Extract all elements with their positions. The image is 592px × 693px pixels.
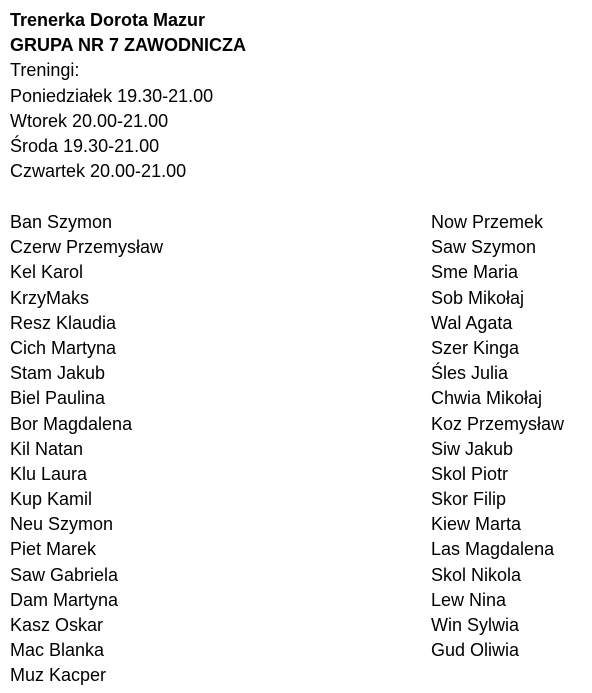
roster-name: Wal Agata	[431, 312, 513, 333]
coach-name: Trenerka Dorota Mazur	[10, 10, 206, 30]
roster-name: Kasz Oskar	[10, 615, 104, 635]
roster-name: Kel Karol	[10, 262, 84, 283]
group-title: GRUPA NR 7 ZAWODNICZA	[10, 35, 246, 56]
roster-name: Szer Kinga	[431, 337, 520, 358]
roster-name: Sob Mikołaj	[431, 287, 525, 308]
roster-name: Chwia Mikołaj	[431, 388, 543, 409]
roster-name: Gud Oliwia	[431, 640, 520, 661]
schedule-item: Czwartek 20.00-21.00	[10, 161, 187, 182]
roster-name: Neu Szymon	[10, 514, 114, 535]
roster-name: Skol Nikola	[431, 564, 522, 585]
trainings-label: Treningi:	[10, 60, 80, 81]
roster-name: KrzyMaks	[10, 287, 90, 308]
schedule-item: Środa 19.30-21.00	[10, 135, 160, 156]
roster-name: Stam Jakub	[10, 363, 106, 384]
roster-name: Lew Nina	[431, 589, 507, 610]
roster-name: Skol Piotr	[431, 463, 509, 484]
roster-right-column	[431, 210, 564, 663]
roster-name: Mac Blanka	[10, 640, 105, 661]
roster-name: Koz Przemysław	[431, 413, 565, 434]
roster-name: Las Magdalena	[431, 539, 555, 560]
roster-name: Skor Filip	[431, 489, 507, 510]
roster-name: Now Przemek	[431, 212, 544, 232]
roster-name: Dam Martyna	[10, 589, 119, 610]
roster-name: Kup Kamil	[10, 489, 93, 510]
roster-name: Śles Julia	[431, 363, 509, 384]
roster-left-column	[10, 210, 163, 689]
roster-name: Saw Gabriela	[10, 564, 119, 585]
schedule-item: Wtorek 20.00-21.00	[10, 110, 169, 131]
roster-name: Cich Martyna	[10, 337, 117, 358]
roster-name: Saw Szymon	[431, 237, 537, 258]
roster-name: Siw Jakub	[431, 438, 514, 459]
schedule-item: Poniedziałek 19.30-21.00	[10, 85, 214, 106]
roster-name: Bor Magdalena	[10, 413, 133, 434]
document-header	[10, 8, 246, 184]
roster-name: Czerw Przemysław	[10, 237, 164, 258]
roster-name: Sme Maria	[431, 262, 519, 283]
roster-name: Piet Marek	[10, 539, 97, 560]
roster-name: Kiew Marta	[431, 514, 522, 535]
roster-name: Kil Natan	[10, 438, 84, 459]
roster-name: Klu Laura	[10, 463, 88, 484]
roster-name: Win Sylwia	[431, 615, 520, 635]
roster-name: Resz Klaudia	[10, 312, 117, 333]
roster-name: Ban Szymon	[10, 212, 113, 232]
roster-name: Biel Paulina	[10, 388, 106, 409]
roster-name: Muz Kacper	[10, 665, 107, 686]
